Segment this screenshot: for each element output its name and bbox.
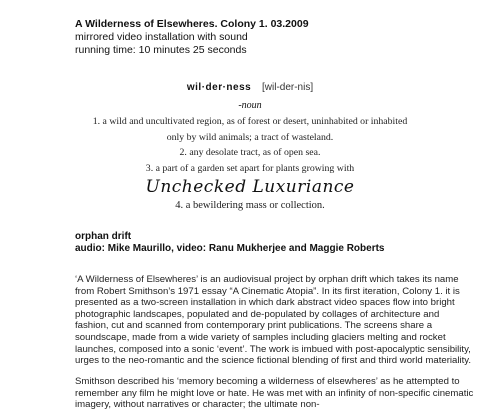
dictionary-headword-line	[0, 82, 500, 93]
paragraph-1: ‘A Wilderness of Elsewheres’ is an audiovisual project by orphan drift which takes its name from Robert Smithson’s 1971 essay “A Cinematic Atopia”. In its first iteration, Colony 1. it is presented as a two-screen installation in which dark abstract video spaces flow into bright photographic landscapes, populated and de-populated by collages of architecture and fashion, cut and scanned from contemporary print publications. The screens share a soundscape, made from a wide variety of samples including glaciers melting and rocket launches, composed into a sonic ‘event’. The work is imbued with post-apocalyptic sensibility, urges to the neo-romantic and the science fictional blending of first and third world materiality.	[75, 274, 472, 367]
group-name: orphan drift	[75, 231, 132, 242]
credits	[75, 231, 385, 254]
script-phrase: Unchecked Luxuriance	[145, 177, 355, 197]
definition-4: 4. a bewildering mass or collection.	[175, 200, 325, 211]
headword: wil·der·ness	[186, 82, 252, 93]
document-header	[75, 18, 309, 57]
running-time: running time: 10 minutes 25 seconds	[75, 44, 247, 56]
definition-1: 1. a wild and uncultivated region, as of forest or desert, uninhabited or inhabited only by wild animals; a tract of wasteland.	[92, 116, 408, 143]
paragraph-2: Smithson described his ‘memory becoming a wilderness of elsewheres’ as he attempted to remember any film he might love or hate. He was met with an infinity of non-specific cinematic imagery, without narratives or character; the ultimate non-	[75, 376, 474, 411]
audio-video-credits: audio: Mike Maurillo, video: Ranu Mukherjee and Maggie Roberts	[75, 242, 385, 254]
pronunciation: [wil-der-nis]	[262, 82, 314, 93]
definition-3: 3. a part of a garden set apart for plants growing with	[145, 162, 355, 174]
work-title: A Wilderness of Elsewheres. Colony 1. 03.2009	[75, 18, 309, 30]
definition-list	[0, 114, 500, 214]
part-of-speech: -noun	[238, 100, 262, 111]
definition-2: 2. any desolate tract, as of open sea.	[179, 147, 321, 158]
work-medium: mirrored video installation with sound	[75, 31, 248, 43]
